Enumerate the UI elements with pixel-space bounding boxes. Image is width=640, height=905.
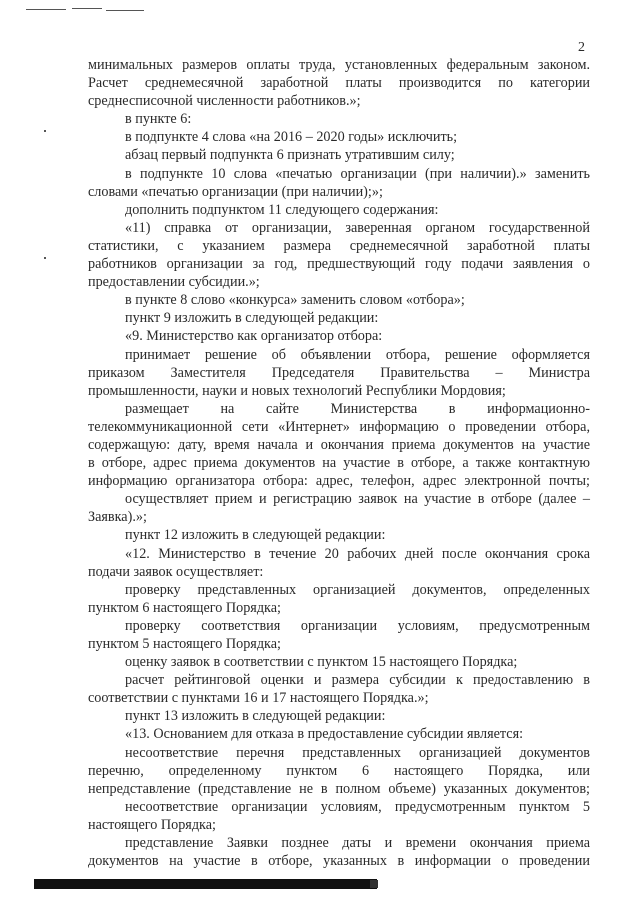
text-line: «11) справка от организации, заверенная органом государственной xyxy=(125,219,590,236)
text-line: абзац первый подпункта 6 признать утратившим силу; xyxy=(125,147,455,164)
text-line: пунктом 5 настоящего Порядка; xyxy=(88,636,281,652)
text-line: словами «печатью организации (при наличии);»; xyxy=(88,183,383,200)
text-line: пунктом 6 настоящего Порядка; xyxy=(88,599,281,616)
text-line: настоящего Порядка; xyxy=(88,816,216,833)
text-line: подачи заявок осуществляет: xyxy=(88,563,264,580)
document-body xyxy=(88,56,590,870)
text-line: проверку представленных организацией документов, определенных xyxy=(125,581,590,598)
text-line: проверку соответствия организации условиям, предусмотренным xyxy=(125,617,590,634)
text-line: размещает на сайте Министерства в информационно- xyxy=(125,400,590,417)
text-line: информацию организатора отбора: адрес, телефон, адрес электронной почты; xyxy=(88,473,590,490)
text-line: в подпункте 4 слова «на 2016 – 2020 годы» исключить; xyxy=(125,129,458,146)
text-line: «13. Основанием для отказа в предоставление субсидии является: xyxy=(125,726,524,743)
text-line: перечню, определенному пунктом 6 настоящего Порядка, или xyxy=(88,762,590,779)
text-line: минимальных размеров оплаты труда, установленных федеральным законом. xyxy=(88,57,590,73)
text-line: осуществляет прием и регистрацию заявок на участие в отборе (далее – xyxy=(125,491,590,508)
text-line: промышленности, науки и новых технологий Республики Мордовия; xyxy=(88,382,506,399)
text-line: предоставлении субсидии.»; xyxy=(88,274,260,291)
text-line: среднесписочной численности работников.»; xyxy=(88,93,361,110)
text-line: несоответствие перечня представленных организацией документов xyxy=(125,744,590,761)
text-line: расчет рейтинговой оценки и размера субсидии к предоставлению в xyxy=(125,672,590,689)
scan-artifact-bottom xyxy=(34,879,377,889)
page-number: 2 xyxy=(578,40,585,55)
scan-dot xyxy=(44,130,46,132)
text-line: пункт 13 изложить в следующей редакции: xyxy=(125,708,386,725)
text-line: работников организации за год, предшествующий году подачи заявления о xyxy=(88,256,590,273)
scan-artifact-top xyxy=(26,8,146,11)
text-line: Заявка).»; xyxy=(88,509,147,526)
text-line: представление Заявки позднее даты и времени окончания приема xyxy=(125,835,590,852)
text-line: «12. Министерство в течение 20 рабочих дней после окончания срока xyxy=(125,545,590,562)
text-line: в пункте 8 слово «конкурса» заменить словом «отбора»; xyxy=(125,292,465,309)
text-line: телекоммуникационной сети «Интернет» информацию о проведении отбора, xyxy=(88,418,590,435)
text-line: соответствии с пунктами 16 и 17 настоящего Порядка.»; xyxy=(88,690,429,707)
text-line: статистики, с указанием размера среднемесячной заработной платы xyxy=(88,237,590,254)
text-line: несоответствие организации условиям, предусмотренным пунктом 5 xyxy=(125,798,590,815)
text-line: в отборе, адрес приема документов на участие в отборе, а также контактную xyxy=(88,455,590,472)
text-line: непредставление (представление не в полном объеме) указанных документов; xyxy=(88,780,590,797)
text-line: приказом Заместителя Председателя Правительства – Министра xyxy=(88,364,590,381)
text-line: в подпункте 10 слова «печатью организации (при наличии).» заменить xyxy=(125,165,590,182)
text-line: принимает решение об объявлении отбора, решение оформляется xyxy=(125,346,590,363)
text-line: пункт 9 изложить в следующей редакции: xyxy=(125,310,379,327)
text-line: дополнить подпунктом 11 следующего содержания: xyxy=(125,201,439,218)
text-line: Расчет среднемесячной заработной платы производится по категории xyxy=(88,75,590,92)
text-line: документов на участие в отборе, указанных в информации о проведении xyxy=(88,853,590,870)
scan-dot xyxy=(44,257,46,259)
text-line: оценку заявок в соответствии с пунктом 15 настоящего Порядка; xyxy=(125,654,518,671)
text-line: пункт 12 изложить в следующей редакции: xyxy=(125,527,386,544)
text-line: «9. Министерство как организатор отбора: xyxy=(125,328,383,345)
scan-artifact-bottom-end xyxy=(370,880,378,888)
text-line: в пункте 6: xyxy=(125,111,192,128)
text-line: содержащую: дату, время начала и окончания приема документов на участие xyxy=(88,436,590,453)
